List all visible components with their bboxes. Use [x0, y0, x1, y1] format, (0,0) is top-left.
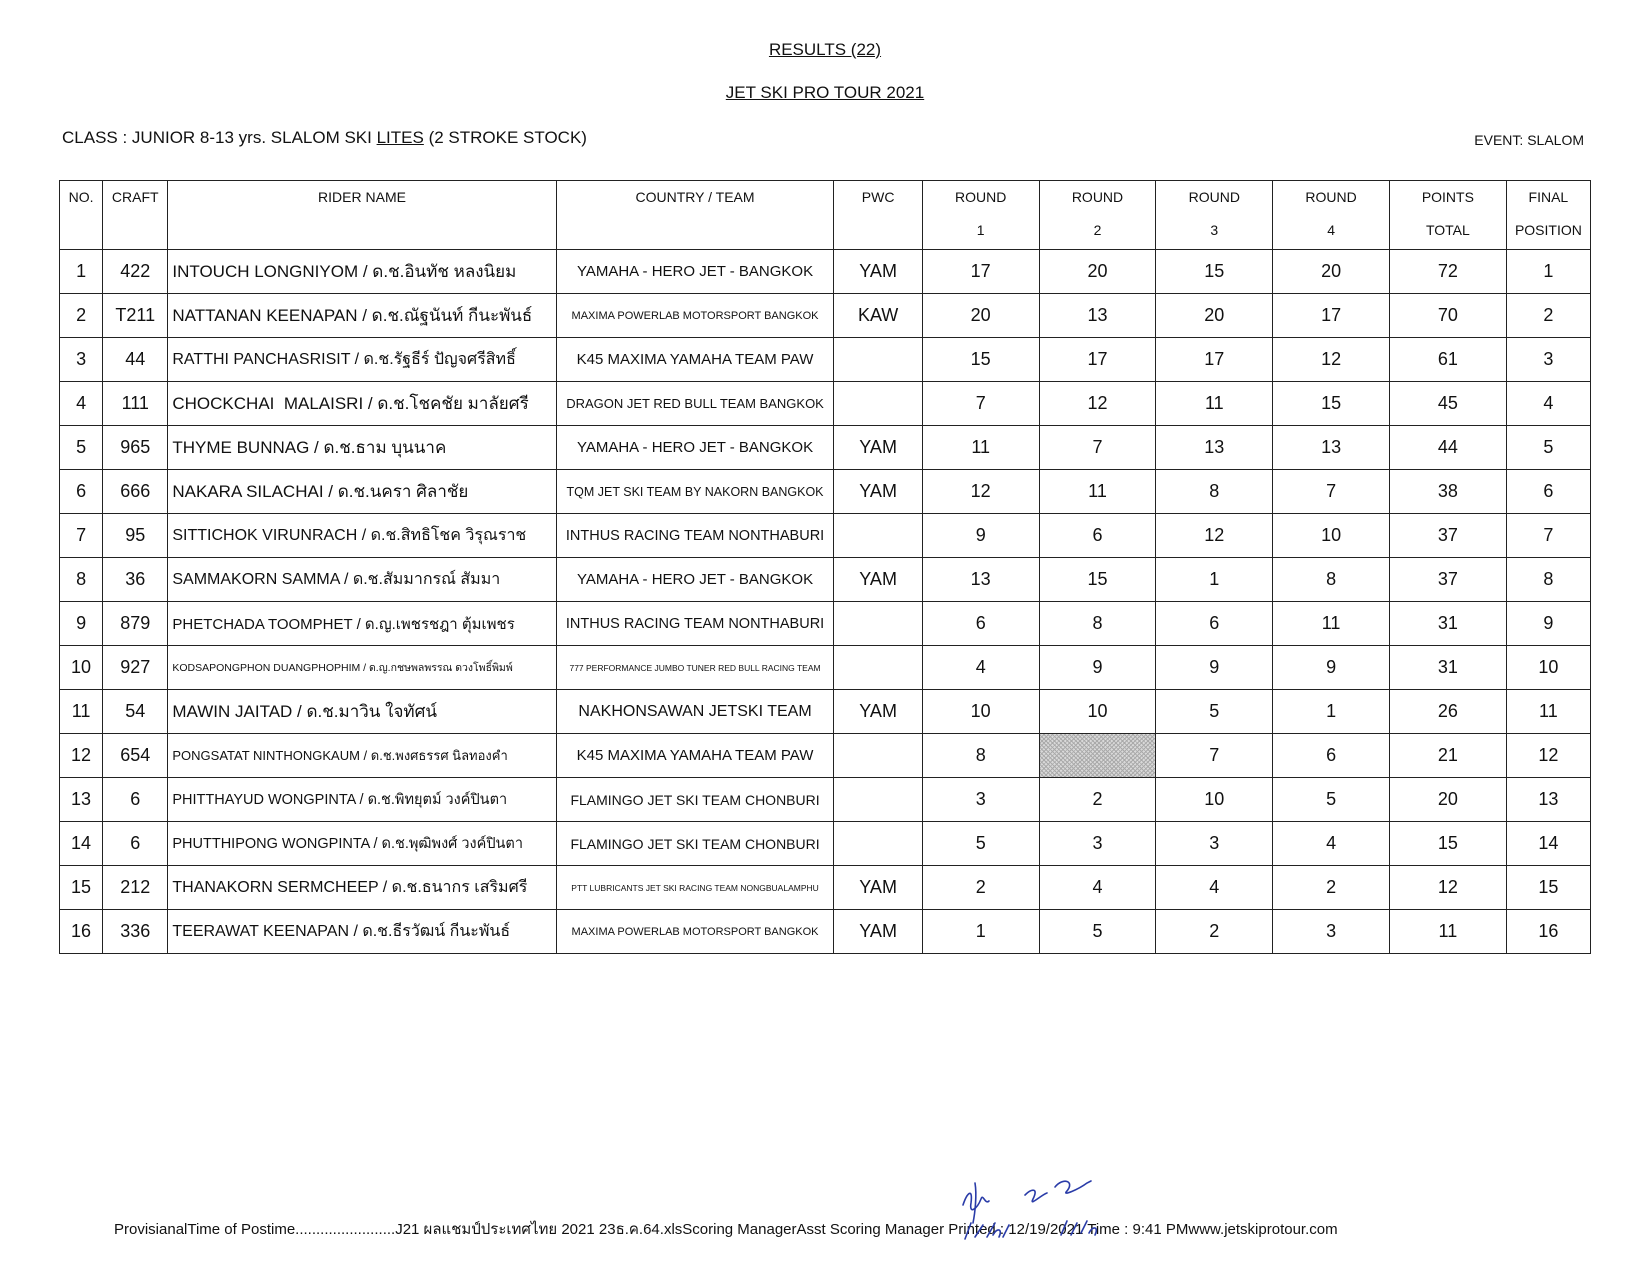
- round-number: 2: [1093, 222, 1102, 238]
- cell-no: 5: [60, 426, 103, 470]
- cell-craft: 666: [103, 470, 168, 514]
- cell-position: 2: [1506, 294, 1590, 338]
- cell-r3: 20: [1156, 294, 1273, 338]
- round-label: ROUND: [1305, 189, 1357, 205]
- cell-team: INTHUS RACING TEAM NONTHABURI: [556, 514, 834, 558]
- cell-r4: 13: [1273, 426, 1390, 470]
- cell-r3: 6: [1156, 602, 1273, 646]
- cell-team: FLAMINGO JET SKI TEAM CHONBURI: [556, 822, 834, 866]
- cell-total: 61: [1389, 338, 1506, 382]
- cell-team: PTT LUBRICANTS JET SKI RACING TEAM NONGBUALAMPHU: [556, 866, 834, 910]
- table-row: [60, 382, 1591, 426]
- table-row: [60, 250, 1591, 294]
- class-label: [62, 128, 587, 148]
- cell-team: K45 MAXIMA YAMAHA TEAM PAW: [556, 338, 834, 382]
- cell-r4: 17: [1273, 294, 1390, 338]
- round-label: ROUND: [955, 189, 1007, 205]
- cell-r2: 11: [1039, 470, 1156, 514]
- cell-r3: 10: [1156, 778, 1273, 822]
- cell-craft: 654: [103, 734, 168, 778]
- cell-pwc: [834, 734, 922, 778]
- cell-pwc: YAM: [834, 866, 922, 910]
- tour-title: JET SKI PRO TOUR 2021: [725, 83, 925, 102]
- table-row: [60, 426, 1591, 470]
- cell-r3: 3: [1156, 822, 1273, 866]
- cell-no: 1: [60, 250, 103, 294]
- cell-team: NAKHONSAWAN JETSKI TEAM: [556, 690, 834, 734]
- cell-r1: 12: [922, 470, 1039, 514]
- cell-r1: 1: [922, 910, 1039, 954]
- cell-r2: 10: [1039, 690, 1156, 734]
- col-team: COUNTRY / TEAM: [556, 181, 834, 250]
- cell-position: 10: [1506, 646, 1590, 690]
- cell-total: 12: [1389, 866, 1506, 910]
- cell-rider: INTOUCH LONGNIYOM / ด.ช.อินทัช หลงนิยม: [168, 250, 556, 294]
- points-label: POINTS: [1421, 189, 1474, 205]
- cell-r2: 3: [1039, 822, 1156, 866]
- cell-total: 20: [1389, 778, 1506, 822]
- cell-no: 12: [60, 734, 103, 778]
- cell-r4: 9: [1273, 646, 1390, 690]
- cell-no: 9: [60, 602, 103, 646]
- col-craft: CRAFT: [103, 181, 168, 250]
- cell-r2-shaded: [1039, 734, 1156, 778]
- cell-pwc: [834, 338, 922, 382]
- cell-r2: 13: [1039, 294, 1156, 338]
- cell-rider: PHETCHADA TOOMPHET / ด.ญ.เพชรชฎา ตุ้มเพชร: [168, 602, 556, 646]
- final-label: FINAL: [1528, 189, 1569, 205]
- cell-team: YAMAHA - HERO JET - BANGKOK: [556, 426, 834, 470]
- cell-r2: 12: [1039, 382, 1156, 426]
- cell-r2: 20: [1039, 250, 1156, 294]
- cell-r1: 3: [922, 778, 1039, 822]
- cell-r1: 9: [922, 514, 1039, 558]
- cell-craft: 36: [103, 558, 168, 602]
- event-label: EVENT: SLALOM: [1474, 132, 1584, 148]
- position-label: POSITION: [1514, 222, 1582, 238]
- cell-r4: 8: [1273, 558, 1390, 602]
- cell-no: 15: [60, 866, 103, 910]
- round-number: 3: [1210, 222, 1219, 238]
- footer-line: ProvisianalTime of Postime........................J21 ผลแชมป์ประเทศไทย 2021 23ธ.ค.64.xlsScoring ManagerAsst Scoring Manager Printed : 12/19/2021 Time : 9:41 PMwww.jetskiprotour.com: [114, 1221, 1338, 1238]
- cell-r2: 17: [1039, 338, 1156, 382]
- cell-pwc: YAM: [834, 558, 922, 602]
- cell-total: 31: [1389, 646, 1506, 690]
- cell-pwc: [834, 602, 922, 646]
- cell-rider: KODSAPONGPHON DUANGPHOPHIM / ด.ญ.กชษพลพรรณ ดวงโพธิ์พิมพ์: [168, 646, 556, 690]
- cell-position: 13: [1506, 778, 1590, 822]
- cell-pwc: [834, 514, 922, 558]
- cell-position: 14: [1506, 822, 1590, 866]
- total-label: TOTAL: [1425, 222, 1470, 238]
- cell-pwc: YAM: [834, 470, 922, 514]
- cell-craft: 6: [103, 778, 168, 822]
- cell-no: 7: [60, 514, 103, 558]
- cell-total: 45: [1389, 382, 1506, 426]
- cell-position: 7: [1506, 514, 1590, 558]
- cell-r2: 4: [1039, 866, 1156, 910]
- cell-r4: 5: [1273, 778, 1390, 822]
- table-row: [60, 602, 1591, 646]
- cell-rider: PONGSATAT NINTHONGKAUM / ด.ช.พงศธรรศ นิลทองคำ: [168, 734, 556, 778]
- round-label: ROUND: [1188, 189, 1240, 205]
- cell-no: 11: [60, 690, 103, 734]
- cell-rider: CHOCKCHAI MALAISRI / ด.ช.โชคชัย มาลัยศรี: [168, 382, 556, 426]
- cell-craft: 336: [103, 910, 168, 954]
- cell-craft: 6: [103, 822, 168, 866]
- cell-team: TQM JET SKI TEAM BY NAKORN BANGKOK: [556, 470, 834, 514]
- table-row: [60, 338, 1591, 382]
- class-suffix: (2 STROKE STOCK): [423, 128, 587, 147]
- cell-position: 9: [1506, 602, 1590, 646]
- cell-rider: PHUTTHIPONG WONGPINTA / ด.ช.พุฒิพงศ์ วงค์ปินตา: [168, 822, 556, 866]
- cell-r3: 5: [1156, 690, 1273, 734]
- cell-craft: 927: [103, 646, 168, 690]
- cell-pwc: YAM: [834, 426, 922, 470]
- cell-pwc: YAM: [834, 910, 922, 954]
- cell-position: 8: [1506, 558, 1590, 602]
- col-pwc: PWC: [834, 181, 922, 250]
- cell-r2: 2: [1039, 778, 1156, 822]
- cell-craft: 44: [103, 338, 168, 382]
- cell-r4: 15: [1273, 382, 1390, 426]
- cell-pwc: YAM: [834, 690, 922, 734]
- col-points-total: [1389, 181, 1506, 250]
- cell-no: 6: [60, 470, 103, 514]
- cell-team: DRAGON JET RED BULL TEAM BANGKOK: [556, 382, 834, 426]
- table-row: [60, 778, 1591, 822]
- cell-rider: RATTHI PANCHASRISIT / ด.ช.รัฐธีร์ ปัญจศรีสิทธิ์: [168, 338, 556, 382]
- cell-r3: 7: [1156, 734, 1273, 778]
- cell-pwc: [834, 382, 922, 426]
- cell-total: 26: [1389, 690, 1506, 734]
- cell-total: 38: [1389, 470, 1506, 514]
- cell-position: 15: [1506, 866, 1590, 910]
- cell-position: 4: [1506, 382, 1590, 426]
- cell-r2: 8: [1039, 602, 1156, 646]
- cell-r4: 11: [1273, 602, 1390, 646]
- cell-r1: 8: [922, 734, 1039, 778]
- cell-r4: 4: [1273, 822, 1390, 866]
- cell-r3: 11: [1156, 382, 1273, 426]
- cell-craft: 54: [103, 690, 168, 734]
- cell-total: 37: [1389, 514, 1506, 558]
- cell-team: MAXIMA POWERLAB MOTORSPORT BANGKOK: [556, 294, 834, 338]
- cell-r1: 6: [922, 602, 1039, 646]
- cell-position: 3: [1506, 338, 1590, 382]
- cell-r1: 10: [922, 690, 1039, 734]
- cell-no: 2: [60, 294, 103, 338]
- cell-r4: 12: [1273, 338, 1390, 382]
- cell-r4: 7: [1273, 470, 1390, 514]
- cell-craft: 879: [103, 602, 168, 646]
- cell-r3: 9: [1156, 646, 1273, 690]
- cell-rider: THYME BUNNAG / ด.ช.ธาม บุนนาค: [168, 426, 556, 470]
- cell-total: 37: [1389, 558, 1506, 602]
- cell-r2: 7: [1039, 426, 1156, 470]
- cell-r2: 15: [1039, 558, 1156, 602]
- cell-rider: TEERAWAT KEENAPAN / ด.ช.ธีรวัฒน์ กีนะพันธ์: [168, 910, 556, 954]
- cell-pwc: [834, 822, 922, 866]
- table-row: [60, 690, 1591, 734]
- results-title: RESULTS (22): [768, 40, 882, 59]
- cell-r1: 11: [922, 426, 1039, 470]
- table-row: [60, 866, 1591, 910]
- cell-r1: 5: [922, 822, 1039, 866]
- cell-no: 10: [60, 646, 103, 690]
- cell-pwc: [834, 778, 922, 822]
- col-round-1: [922, 181, 1039, 250]
- cell-team: YAMAHA - HERO JET - BANGKOK: [556, 558, 834, 602]
- table-row: [60, 514, 1591, 558]
- cell-craft: 95: [103, 514, 168, 558]
- cell-craft: 111: [103, 382, 168, 426]
- cell-total: 21: [1389, 734, 1506, 778]
- round-number: 4: [1327, 222, 1335, 238]
- cell-r4: 1: [1273, 690, 1390, 734]
- round-number: 1: [976, 222, 985, 238]
- cell-r3: 13: [1156, 426, 1273, 470]
- cell-no: 16: [60, 910, 103, 954]
- cell-r1: 17: [922, 250, 1039, 294]
- round-label: ROUND: [1071, 189, 1124, 205]
- cell-rider: NAKARA SILACHAI / ด.ช.นครา ศิลาชัย: [168, 470, 556, 514]
- table-header-row: [60, 181, 1591, 250]
- cell-team: 777 PERFORMANCE JUMBO TUNER RED BULL RACING TEAM: [556, 646, 834, 690]
- table-row: [60, 910, 1591, 954]
- table-row: [60, 294, 1591, 338]
- cell-team: YAMAHA - HERO JET - BANGKOK: [556, 250, 834, 294]
- cell-r3: 12: [1156, 514, 1273, 558]
- table-row: [60, 734, 1591, 778]
- cell-craft: 212: [103, 866, 168, 910]
- cell-rider: THANAKORN SERMCHEEP / ด.ช.ธนากร เสริมศรี: [168, 866, 556, 910]
- cell-r4: 20: [1273, 250, 1390, 294]
- col-round-4: [1273, 181, 1390, 250]
- cell-r4: 6: [1273, 734, 1390, 778]
- cell-no: 13: [60, 778, 103, 822]
- cell-r1: 2: [922, 866, 1039, 910]
- cell-r3: 8: [1156, 470, 1273, 514]
- cell-no: 8: [60, 558, 103, 602]
- cell-total: 44: [1389, 426, 1506, 470]
- cell-total: 11: [1389, 910, 1506, 954]
- cell-total: 31: [1389, 602, 1506, 646]
- table-row: [60, 822, 1591, 866]
- cell-total: 70: [1389, 294, 1506, 338]
- cell-position: 6: [1506, 470, 1590, 514]
- handwritten-signatures-icon: [955, 1165, 1155, 1250]
- table-row: [60, 646, 1591, 690]
- col-round-3: [1156, 181, 1273, 250]
- cell-position: 1: [1506, 250, 1590, 294]
- cell-r4: 2: [1273, 866, 1390, 910]
- cell-r1: 4: [922, 646, 1039, 690]
- cell-pwc: [834, 646, 922, 690]
- cell-no: 4: [60, 382, 103, 426]
- table-row: [60, 470, 1591, 514]
- cell-position: 12: [1506, 734, 1590, 778]
- cell-no: 3: [60, 338, 103, 382]
- cell-r3: 15: [1156, 250, 1273, 294]
- cell-no: 14: [60, 822, 103, 866]
- table-row: [60, 558, 1591, 602]
- cell-team: INTHUS RACING TEAM NONTHABURI: [556, 602, 834, 646]
- cell-rider: PHITTHAYUD WONGPINTA / ด.ช.พิทยุตม์ วงค์ปินตา: [168, 778, 556, 822]
- cell-total: 72: [1389, 250, 1506, 294]
- cell-r4: 3: [1273, 910, 1390, 954]
- cell-rider: SAMMAKORN SAMMA / ด.ช.สัมมากรณ์ สัมมา: [168, 558, 556, 602]
- cell-pwc: KAW: [834, 294, 922, 338]
- cell-r4: 10: [1273, 514, 1390, 558]
- cell-r1: 7: [922, 382, 1039, 426]
- cell-position: 5: [1506, 426, 1590, 470]
- col-no: NO.: [60, 181, 103, 250]
- cell-pwc: YAM: [834, 250, 922, 294]
- cell-r2: 6: [1039, 514, 1156, 558]
- class-prefix: CLASS : JUNIOR 8-13 yrs. SLALOM SKI: [62, 128, 377, 147]
- cell-position: 11: [1506, 690, 1590, 734]
- class-emphasis: LITES: [376, 128, 424, 147]
- cell-rider: NATTANAN KEENAPAN / ด.ช.ณัฐนันท์ กีนะพันธ์: [168, 294, 556, 338]
- cell-r3: 1: [1156, 558, 1273, 602]
- col-rider: RIDER NAME: [168, 181, 556, 250]
- cell-craft: T211: [103, 294, 168, 338]
- cell-position: 16: [1506, 910, 1590, 954]
- cell-r1: 13: [922, 558, 1039, 602]
- cell-craft: 422: [103, 250, 168, 294]
- cell-rider: SITTICHOK VIRUNRACH / ด.ช.สิทธิโชค วิรุณราช: [168, 514, 556, 558]
- cell-r2: 9: [1039, 646, 1156, 690]
- col-round-2: [1039, 181, 1156, 250]
- cell-r1: 20: [922, 294, 1039, 338]
- cell-total: 15: [1389, 822, 1506, 866]
- cell-craft: 965: [103, 426, 168, 470]
- cell-rider: MAWIN JAITAD / ด.ช.มาวิน ใจทัศน์: [168, 690, 556, 734]
- col-final-position: [1506, 181, 1590, 250]
- results-table: [59, 180, 1591, 954]
- cell-r2: 5: [1039, 910, 1156, 954]
- cell-team: FLAMINGO JET SKI TEAM CHONBURI: [556, 778, 834, 822]
- cell-r3: 4: [1156, 866, 1273, 910]
- cell-r3: 2: [1156, 910, 1273, 954]
- cell-r3: 17: [1156, 338, 1273, 382]
- cell-team: K45 MAXIMA YAMAHA TEAM PAW: [556, 734, 834, 778]
- cell-team: MAXIMA POWERLAB MOTORSPORT BANGKOK: [556, 910, 834, 954]
- cell-r1: 15: [922, 338, 1039, 382]
